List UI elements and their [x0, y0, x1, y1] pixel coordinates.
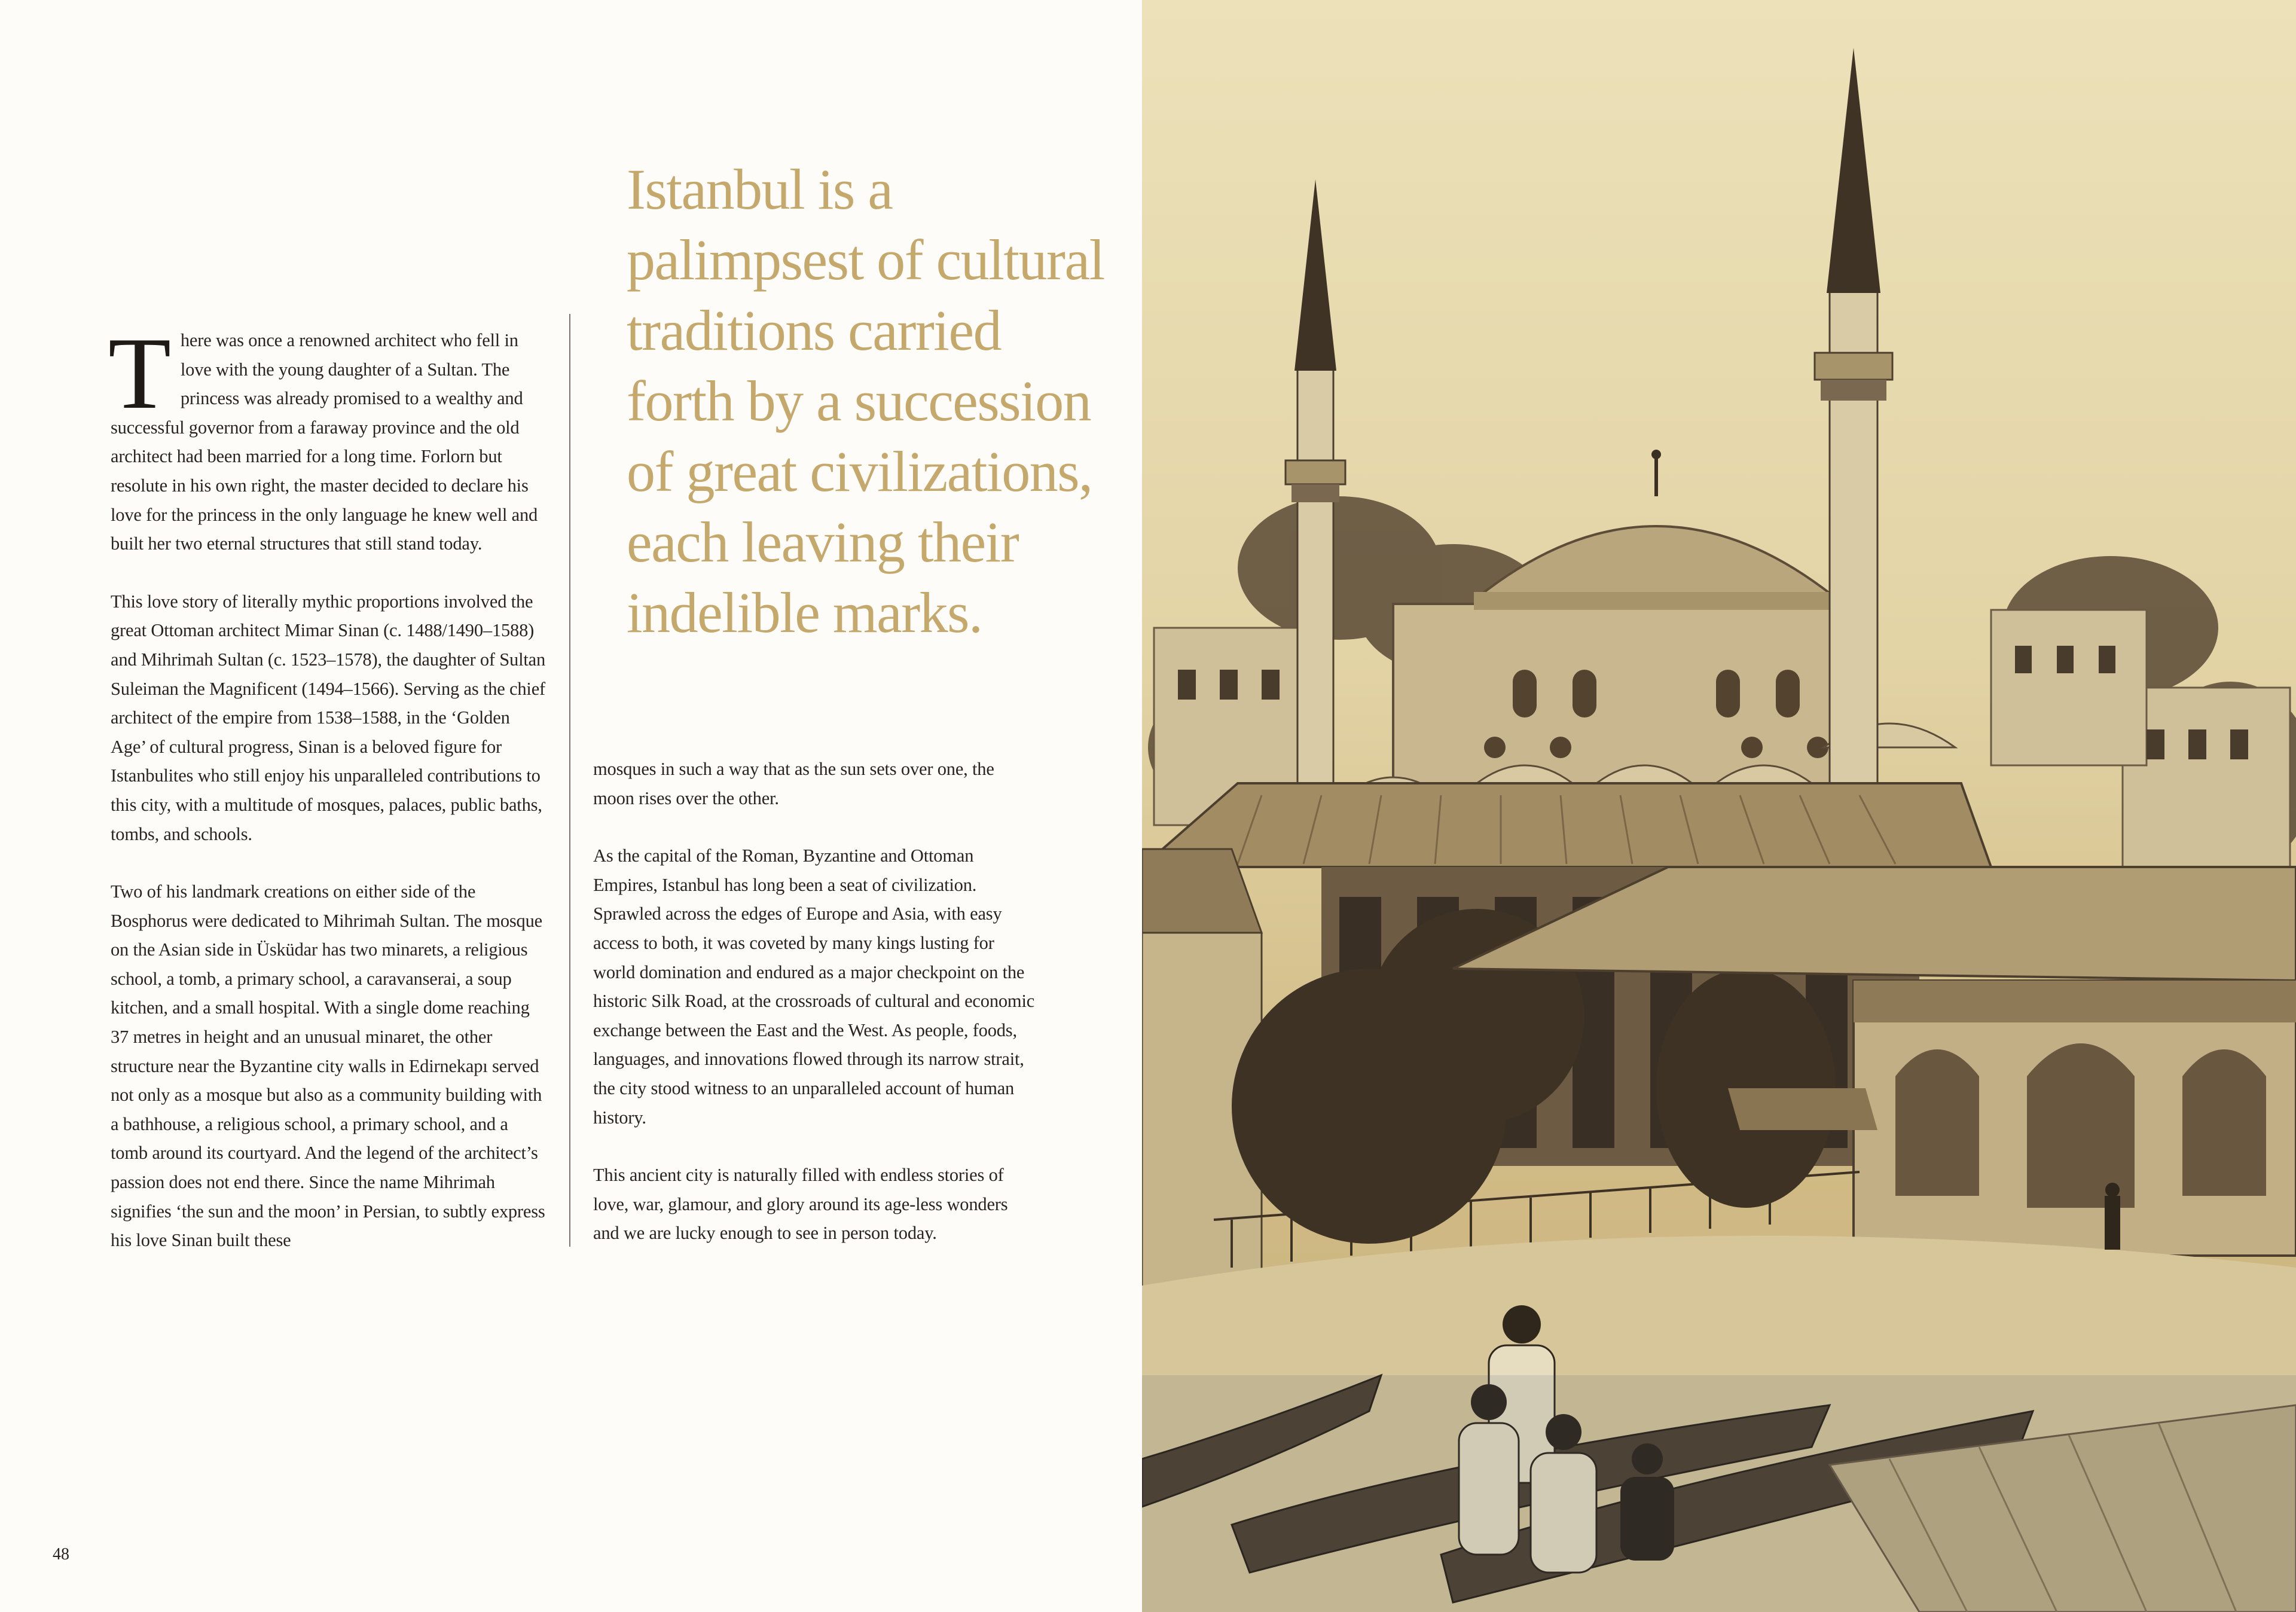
page-number: 48	[53, 1545, 69, 1564]
left-page	[0, 0, 1142, 1612]
paragraph-5: As the capital of the Roman, Byzantine and Ottoman Empires, Istanbul has long been a seat of civilization. Sprawled across the edges of Europe and Asia, with easy access to both, it was coveted by many kings lusting for world domination and endured as a major checkpoint on the historic Silk Road, at the crossroads of cultural and economic exchange between the East and the West. As people, foods, languages, and innovations flowed through its narrow strait, the city stood witness to an unparalleled account of human history.	[593, 845, 1035, 1128]
drop-cap: T	[108, 317, 171, 431]
paragraph-1	[108, 317, 547, 558]
paragraph-6: This ancient city is naturally filled with endless stories of love, war, glamour, and glory around its age-less wonders and we are lucky enough to see in person today.	[593, 1165, 1008, 1244]
paragraph-4: mosques in such a way that as the sun sets over one, the moon rises over the other.	[593, 759, 994, 808]
text-column-left	[108, 317, 547, 1284]
column-divider	[569, 314, 570, 1247]
mosque-photograph	[1142, 0, 2296, 1612]
paragraph-1-text: here was once a renowned architect who fell in love with the young daughter of a Sultan. The princess was already promised to a wealthy and successful governor from a faraway province and the old architect had been married for a long time. Forlorn but resolute in his own right, the master decided to declare his love for the princess in the only language he knew well and built her two eternal structures that still stand today.	[111, 330, 538, 554]
paragraph-2: This love story of literally mythic proportions involved the great Ottoman architect Mimar Sinan (c. 1488/1490–1588) and Mihrimah Sultan (c. 1523–1578), the daughter of Sultan Suleiman the Magnificent (1494–1566). Serving as the chief architect of the empire from 1538–1588, in the ‘Golden Age’ of cultural progress, Sinan is a beloved figure for Istanbulites who still enjoy his unparalleled contributions to this city, with a multitude of mosques, palaces, public baths, tombs, and schools.	[111, 591, 546, 844]
text-column-right	[593, 755, 1036, 1277]
mosque-photo-illustration	[1142, 0, 2296, 1612]
pull-quote: Istanbul is a palimpsest of cultural traditions carried forth by a succession of great civilizations, each leaving their indelible marks.	[627, 157, 1104, 645]
paragraph-3: Two of his landmark creations on either side of the Bosphorus were dedicated to Mihrimah Sultan. The mosque on the Asian side in Üsküdar has two minarets, a religious school, a tomb, a primary school, a caravanserai, a soup kitchen, and a small hospital. With a single dome reaching 37 metres in height and an unusual minaret, the other structure near the Byzantine city walls in Edirnekapı served not only as a mosque but also as a community building with a bathhouse, a religious school, a primary school, and a tomb around its courtyard. And the legend of the architect’s passion does not end there. Since the name Mihrimah signifies ‘the sun and the moon’ in Persian, to subtly express his love Sinan built these	[111, 881, 545, 1251]
